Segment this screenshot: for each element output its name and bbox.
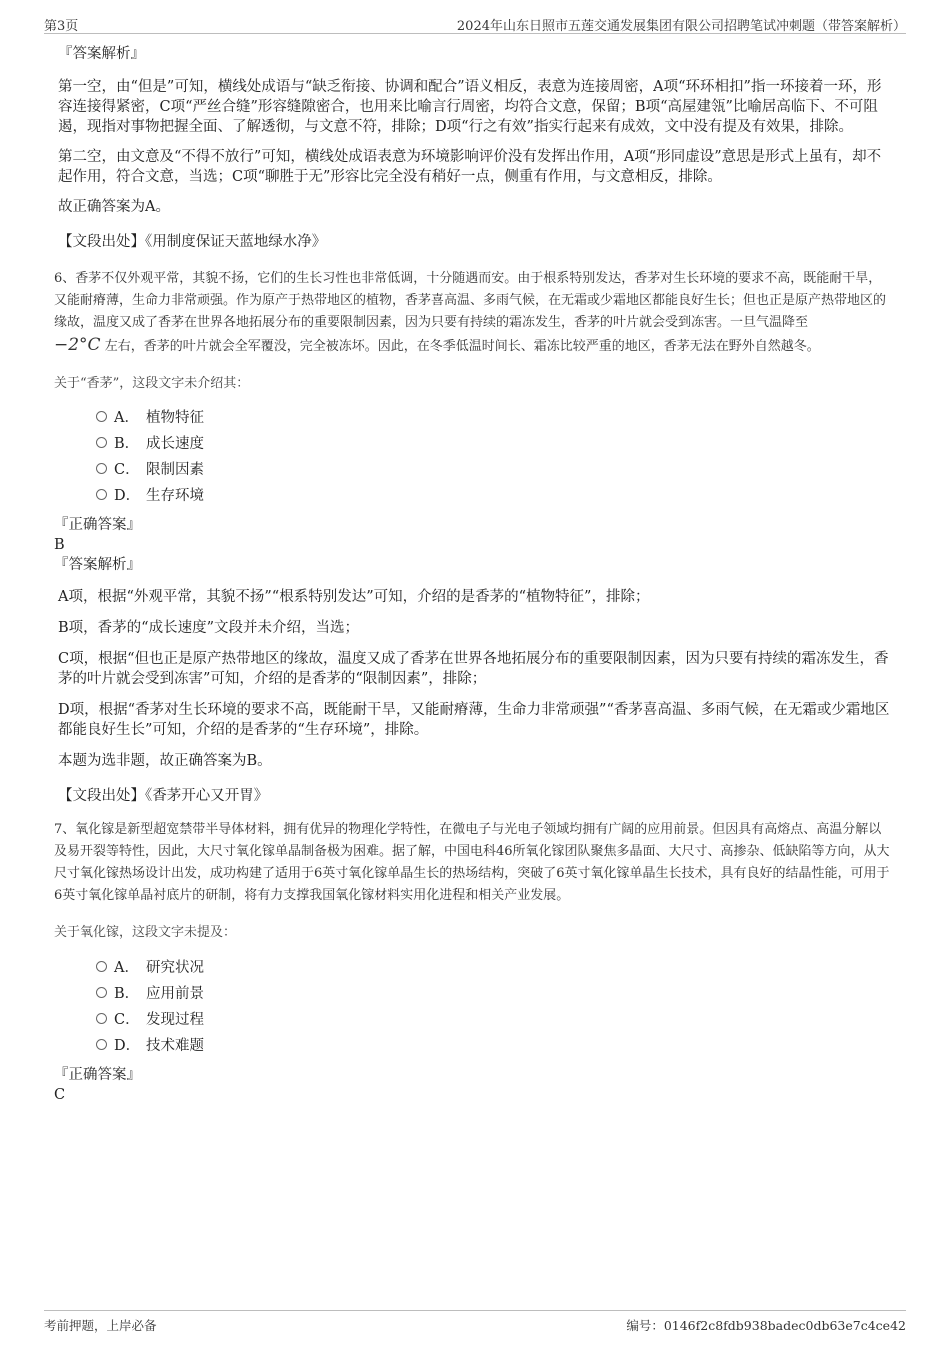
document-id: 编号：0146f2c8fdb938badec0db63e7c4ce42	[626, 1318, 906, 1333]
option-b[interactable]: B． 成长速度	[96, 430, 894, 456]
option-d[interactable]: D． 生存环境	[96, 482, 894, 508]
radio-button[interactable]	[96, 463, 107, 474]
radio-button[interactable]	[96, 489, 107, 500]
page-number: 第3页	[44, 19, 79, 34]
radio-button[interactable]	[96, 987, 107, 998]
question-6-options	[54, 404, 894, 508]
radio-button[interactable]	[96, 411, 107, 422]
radio-button[interactable]	[96, 1013, 107, 1024]
analysis-paragraph-1: 第一空，由“但是”可知，横线处成语与“缺乏衔接、协调和配合”语义相反，表意为连接周密，A项“环环相扣”指一环接着一环，形容连接得紧密，C项“严丝合缝”形容缝隙密合，也用来比喻言行周密，均符合文意，保留；B项“高屋建瓴”比喻居高临下、不可阻遏，现指对事物把握全面、了解透彻，与文意不符，排除；D项“行之有效”指实行起来有成效，文中没有提及有效果，排除。	[58, 79, 882, 135]
option-b[interactable]: B． 应用前景	[96, 980, 894, 1006]
question-6-prompt: 关于“香茅”，这段文字未介绍其：	[54, 376, 250, 391]
option-d[interactable]: D． 技术难题	[96, 1032, 894, 1058]
question-7-prompt: 关于氧化镓，这段文字未提及：	[54, 925, 237, 940]
option-a[interactable]: A． 植物特征	[96, 404, 894, 430]
source-citation: 【文段出处】《用制度保证天蓝地绿水净》	[58, 234, 327, 250]
option-a[interactable]: A． 研究状况	[96, 954, 894, 980]
analysis-paragraph-2: 第二空，由文意及“不得不放行”可知，横线处成语表意为环境影响评价没有发挥出作用，A项“形同虚设”意思是形式上虽有，却不起作用，符合文意，当选；C项“聊胜于无”形容比完全没有稍好一点，侧重有作用，与文意相反，排除。	[58, 149, 882, 185]
analysis-conclusion: 故正确答案为A。	[58, 199, 170, 215]
radio-button[interactable]	[96, 961, 107, 972]
option-c[interactable]: C． 限制因素	[96, 456, 894, 482]
analysis-item-d: D项，根据“香茅对生长环境的要求不高，既能耐干旱，又能耐瘠薄，生命力非常顽强”“香茅喜高温、多雨气候，在无霜或少霜地区都能良好生长”可知，介绍的是香茅的“生存环境”，排除。	[58, 702, 890, 738]
analysis-item-b: B项，香茅的“成长速度”文段并未介绍，当选；	[58, 620, 359, 636]
correct-answer-label: 『正确答案』	[54, 517, 141, 533]
analysis-conclusion: 本题为选非题，故正确答案为B。	[58, 753, 272, 769]
question-7-text: 7、氧化镓是新型超宽禁带半导体材料，拥有优异的物理化学特性，在微电子与光电子领域均拥有广阔的应用前景。但因具有高熔点、高温分解以及易开裂等特性，因此，大尺寸氧化镓单晶制备极为困难。据了解，中国电科46所氧化镓团队聚焦多晶面、大尺寸、高掺杂、低缺陷等方向，从大尺寸氧化镓热场设计出发，成功构建了适用于6英寸氧化镓单晶生长的热场结构，突破了6英寸氧化镓单晶生长技术，具有良好的结晶性能，可用于6英寸氧化镓单晶衬底片的研制，将有力支撑我国氧化镓材料实用化进程和相关产业发展。	[54, 822, 890, 903]
question-7-options	[54, 954, 894, 1058]
analysis-label: 『答案解析』	[58, 46, 145, 62]
page-header	[44, 14, 906, 34]
temperature-formula: −2°C	[54, 335, 101, 355]
source-citation: 【文段出处】《香茅开心又开胃》	[58, 788, 269, 804]
correct-answer-label: 『正确答案』	[54, 1067, 141, 1083]
footer-slogan: 考前押题，上岸必备	[44, 1318, 157, 1333]
correct-answer-value: B	[54, 537, 65, 553]
page-footer	[44, 1310, 906, 1334]
correct-answer-value: C	[54, 1087, 66, 1103]
radio-button[interactable]	[96, 437, 107, 448]
radio-button[interactable]	[96, 1039, 107, 1050]
analysis-label: 『答案解析』	[54, 557, 141, 573]
document-body	[54, 44, 894, 1105]
option-c[interactable]: C． 发现过程	[96, 1006, 894, 1032]
analysis-item-a: A项，根据“外观平常，其貌不扬”“根系特别发达”可知，介绍的是香茅的“植物特征”，排除；	[58, 589, 650, 605]
document-title: 2024年山东日照市五莲交通发展集团有限公司招聘笔试冲刺题（带答案解析）	[456, 19, 906, 34]
question-6-text: 6、香茅不仅外观平常，其貌不扬，它们的生长习性也非常低调，十分随遇而安。由于根系特别发达，香茅对生长环境的要求不高，既能耐干旱，又能耐瘠薄，生命力非常顽强。作为原产于热带地区的植物，香茅喜高温、多雨气候，在无霜或少霜地区都能良好生长；但也正是原产热带地区的缘故，温度又成了香茅在世界各地拓展分布的重要限制因素，因为只要有持续的霜冻发生，香茅的叶片就会受到冻害。一旦气温降至 −2°C 左右，香茅的叶片就会全军覆没，完全被冻坏。因此，在冬季低温时间长、霜冻比较严重的地区，香茅无法在野外自然越冬。	[54, 271, 887, 355]
analysis-item-c: C项，根据“但也正是原产热带地区的缘故，温度又成了香茅在世界各地拓展分布的重要限制因素，因为只要有持续的霜冻发生，香茅的叶片就会受到冻害”可知，介绍的是香茅的“限制因素”，排除；	[58, 651, 889, 687]
